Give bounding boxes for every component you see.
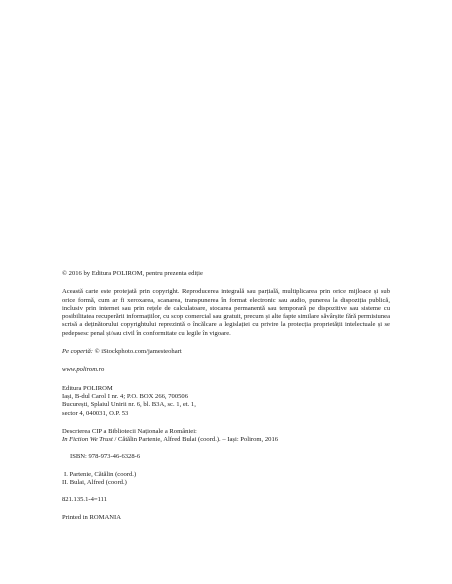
cip-heading: Descrierea CIP a Bibliotecii Naționale a României:: [62, 427, 197, 435]
cover-credit-source: © iStockphoto.com/jamesteohart: [94, 348, 182, 356]
cip-classification: 821.135.1-4=111: [62, 496, 107, 504]
book-title: In Fiction We Trust: [62, 436, 113, 444]
copyright-page: [62, 270, 390, 522]
isbn: ISBN: 978-973-46-6328-6: [70, 453, 141, 461]
cip-contributor: II. Bulai, Alfred (coord.): [62, 479, 127, 487]
cover-credit-label: Pe copertă:: [62, 348, 93, 356]
cip-entry: [62, 436, 390, 444]
publisher-address-line: sector 4, 040031, O.P. 53: [62, 409, 129, 417]
publisher-name: Editura POLIROM: [62, 384, 113, 392]
cip-entry-details: / Cătălin Partenie, Alfred Bulai (coord.). – Iași: Polirom, 2016: [112, 436, 279, 444]
cip-contributor: I. Partenie, Cătălin (coord.): [64, 470, 137, 478]
publisher-address-line: București, Splaiul Unirii nr. 6, bl. B3A, sc. 1, et. 1,: [62, 401, 196, 409]
publisher-address-line: Iași, B-dul Carol I nr. 4; P.O. BOX 266, 700506: [62, 392, 189, 400]
copyright-line: © 2016 by Editura POLIROM, pentru prezenta ediție: [62, 270, 203, 277]
publisher-website: www.polirom.ro: [62, 366, 105, 374]
printed-in: Printed in ROMANIA: [62, 513, 121, 521]
cover-credit: [62, 348, 390, 356]
rights-paragraph: Această carte este protejată prin copyright. Reproducerea integrală sau parțială, multiplicarea prin orice mijloace și sub orice formă, cum ar fi xeroxarea, scanarea, transpunerea în format electronic sau audio, punerea la dispoziția publică, inclusiv prin internet sau prin rețele de calculatoare, stocarea permanentă sau temporară pe dispozitive sau sisteme cu posibilitatea recuperării informațiilor, cu scop comercial sau gratuit, precum și alte fapte similare săvârșite fără permisiunea scrisă a deținătorului copyrightului reprezintă o încălcare a legislației cu privire la protecția proprietății intelectuale și se pedepsesc penal și/sau civil în conformitate cu legile în vigoare.: [62, 288, 390, 337]
